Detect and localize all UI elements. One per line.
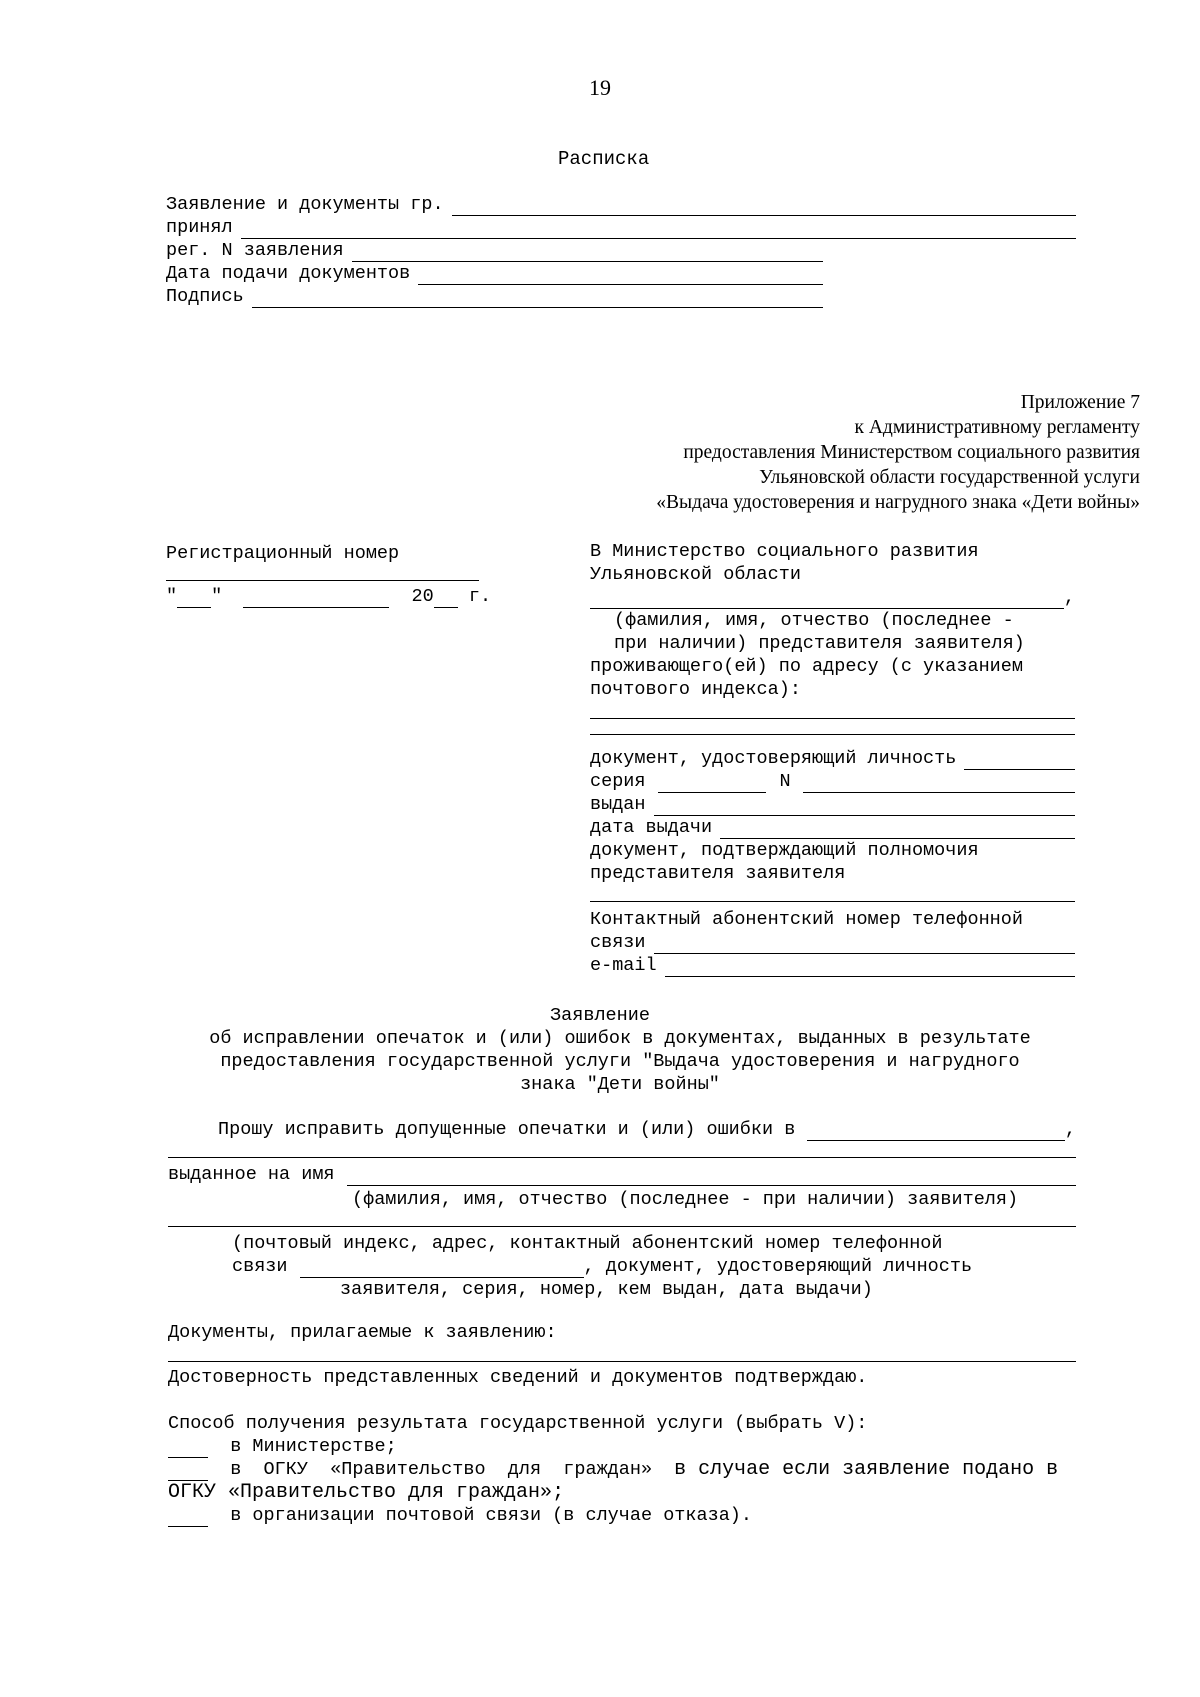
attached-docs-field[interactable] xyxy=(168,1361,1076,1362)
registration-date-row xyxy=(166,585,491,608)
method-option-1-row xyxy=(168,1435,397,1458)
applicant-fio-note: (фамилия, имя, отчество (последнее - при наличии) заявителя) xyxy=(352,1189,1019,1210)
id-doc-field[interactable] xyxy=(964,752,1075,770)
address-field-2[interactable] xyxy=(590,734,1075,735)
id-doc-row xyxy=(590,747,1075,770)
appendix-line: «Выдача удостоверения и нагрудного знака «Дети войны» xyxy=(656,492,1140,513)
receipt-applicant-row xyxy=(166,193,1076,216)
date-quote-open: " xyxy=(166,586,178,607)
registration-year-field[interactable] xyxy=(434,590,458,608)
method-option-1-checkbox[interactable] xyxy=(168,1440,208,1458)
appendix-line: к Административному регламенту xyxy=(854,417,1140,438)
postal-note-row-2 xyxy=(232,1255,972,1278)
appendix-line: Ульяновской области государственной услуги xyxy=(759,467,1140,488)
method-option-3-checkbox[interactable] xyxy=(168,1509,208,1527)
issue-date-row xyxy=(590,816,1075,839)
method-option-3-row xyxy=(168,1504,752,1527)
statement-subtitle-3: знака "Дети войны" xyxy=(520,1074,720,1095)
postal-note-2a: связи xyxy=(232,1256,288,1277)
id-doc-label: документ, удостоверяющий личность xyxy=(590,748,957,769)
statement-title: Заявление xyxy=(550,1005,650,1026)
addressee-block xyxy=(590,540,1075,977)
phone-field[interactable] xyxy=(654,936,1075,954)
confirm-text: Достоверность представленных сведений и документов подтверждаю. xyxy=(168,1367,868,1388)
statement-subtitle-1: об исправлении опечаток и (или) ошибок в документах, выданных в результате xyxy=(209,1028,1031,1049)
attached-docs-label: Документы, прилагаемые к заявлению: xyxy=(168,1322,557,1343)
receipt-date-row xyxy=(166,262,823,285)
email-label: e-mail xyxy=(590,955,657,976)
date-quote-close: " xyxy=(211,586,223,607)
authority-field[interactable] xyxy=(590,901,1075,902)
receipt-regnum-row xyxy=(166,239,823,262)
phone-number-field[interactable] xyxy=(300,1260,584,1278)
method-option-3-label: в организации почтовой связи (в случае отказа). xyxy=(230,1505,753,1526)
method-option-2-label: в ОГКУ «Правительство для граждан» xyxy=(230,1459,653,1480)
request-field-continued[interactable] xyxy=(168,1157,1076,1158)
issue-date-label: дата выдачи xyxy=(590,817,713,838)
method-option-2-continued: ОГКУ «Правительство для граждан»; xyxy=(168,1481,565,1504)
address-label-2: почтового индекса): xyxy=(590,679,801,700)
receipt-regnum-label: рег. N заявления xyxy=(166,240,344,261)
addressee-line-2: Ульяновской области xyxy=(590,564,801,585)
series-field[interactable] xyxy=(658,775,766,793)
statement-subtitle-2: предоставления государственной услуги "Выдача удостоверения и нагрудного xyxy=(220,1051,1020,1072)
phone-label-2: связи xyxy=(590,932,646,953)
receipt-regnum-field[interactable] xyxy=(352,244,823,262)
issued-to-label: выданное на имя xyxy=(168,1164,335,1185)
postal-note-2b: , документ, удостоверяющий личность xyxy=(583,1256,973,1277)
request-label: Прошу исправить допущенные опечатки и (или) ошибки в xyxy=(218,1119,796,1140)
receipt-applicant-label: Заявление и документы гр. xyxy=(166,194,444,215)
authority-label-2: представителя заявителя xyxy=(590,863,846,884)
method-title: Способ получения результата государственной услуги (выбрать V): xyxy=(168,1413,868,1434)
email-field[interactable] xyxy=(665,959,1075,977)
receipt-signature-row xyxy=(166,285,823,308)
receipt-accepted-field[interactable] xyxy=(241,221,1076,239)
year-suffix: г. xyxy=(468,586,492,607)
series-number-row xyxy=(590,770,1075,793)
applicant-details-field[interactable] xyxy=(168,1226,1076,1227)
receipt-accepted-row xyxy=(166,216,1076,239)
address-field-1[interactable] xyxy=(590,718,1075,719)
year-prefix: 20 xyxy=(411,586,434,607)
request-row xyxy=(218,1118,1076,1141)
receipt-accepted-label: принял xyxy=(166,217,233,238)
receipt-form xyxy=(166,193,1076,308)
number-label: N xyxy=(779,771,791,792)
method-option-1-label: в Министерстве; xyxy=(230,1436,397,1457)
authority-label-1: документ, подтверждающий полномочия xyxy=(590,840,979,861)
method-option-2-checkbox[interactable] xyxy=(168,1463,208,1481)
fio-comma: , xyxy=(1063,587,1075,608)
issue-date-field[interactable] xyxy=(720,821,1075,839)
issued-label: выдан xyxy=(590,794,646,815)
page-number: 19 xyxy=(589,75,611,100)
postal-note-1: (почтовый индекс, адрес, контактный абонентский номер телефонной xyxy=(232,1233,943,1254)
receipt-signature-field[interactable] xyxy=(252,290,823,308)
request-comma: , xyxy=(1064,1119,1076,1140)
registration-month-field[interactable] xyxy=(243,590,389,608)
receipt-date-label: Дата подачи документов xyxy=(166,263,411,284)
method-option-2-condition: в случае если заявление подано в xyxy=(674,1458,1059,1481)
address-label-1: проживающего(ей) по адресу (с указанием xyxy=(590,656,1023,677)
issued-to-field[interactable] xyxy=(347,1168,1076,1186)
series-label: серия xyxy=(590,771,646,792)
representative-fio-row xyxy=(590,586,1075,609)
addressee-line-1: В Министерство социального развития xyxy=(590,541,979,562)
number-field[interactable] xyxy=(803,775,1075,793)
fio-note-2: при наличии) представителя заявителя) xyxy=(614,633,1025,654)
registration-day-field[interactable] xyxy=(177,590,211,608)
registration-label: Регистрационный номер xyxy=(166,543,400,564)
phone-row xyxy=(590,931,1075,954)
method-option-2-row xyxy=(168,1458,1143,1481)
appendix-line: Приложение 7 xyxy=(1020,392,1140,413)
representative-fio-field[interactable] xyxy=(590,591,1064,609)
receipt-date-field[interactable] xyxy=(418,267,823,285)
request-field[interactable] xyxy=(807,1123,1065,1141)
issued-to-row xyxy=(168,1163,1076,1186)
phone-label-1: Контактный абонентский номер телефонной xyxy=(590,909,1023,930)
fio-note-1: (фамилия, имя, отчество (последнее - xyxy=(614,610,1014,631)
receipt-signature-label: Подпись xyxy=(166,286,244,307)
appendix-line: предоставления Министерством социального развития xyxy=(683,442,1140,463)
appendix-header xyxy=(500,390,1140,515)
postal-note-3: заявителя, серия, номер, кем выдан, дата выдачи) xyxy=(340,1279,873,1300)
email-row xyxy=(590,954,1075,977)
issued-field[interactable] xyxy=(654,798,1075,816)
receipt-applicant-field[interactable] xyxy=(452,198,1076,216)
issued-row xyxy=(590,793,1075,816)
receipt-title: Расписка xyxy=(558,148,650,170)
registration-number-field[interactable] xyxy=(166,580,479,581)
